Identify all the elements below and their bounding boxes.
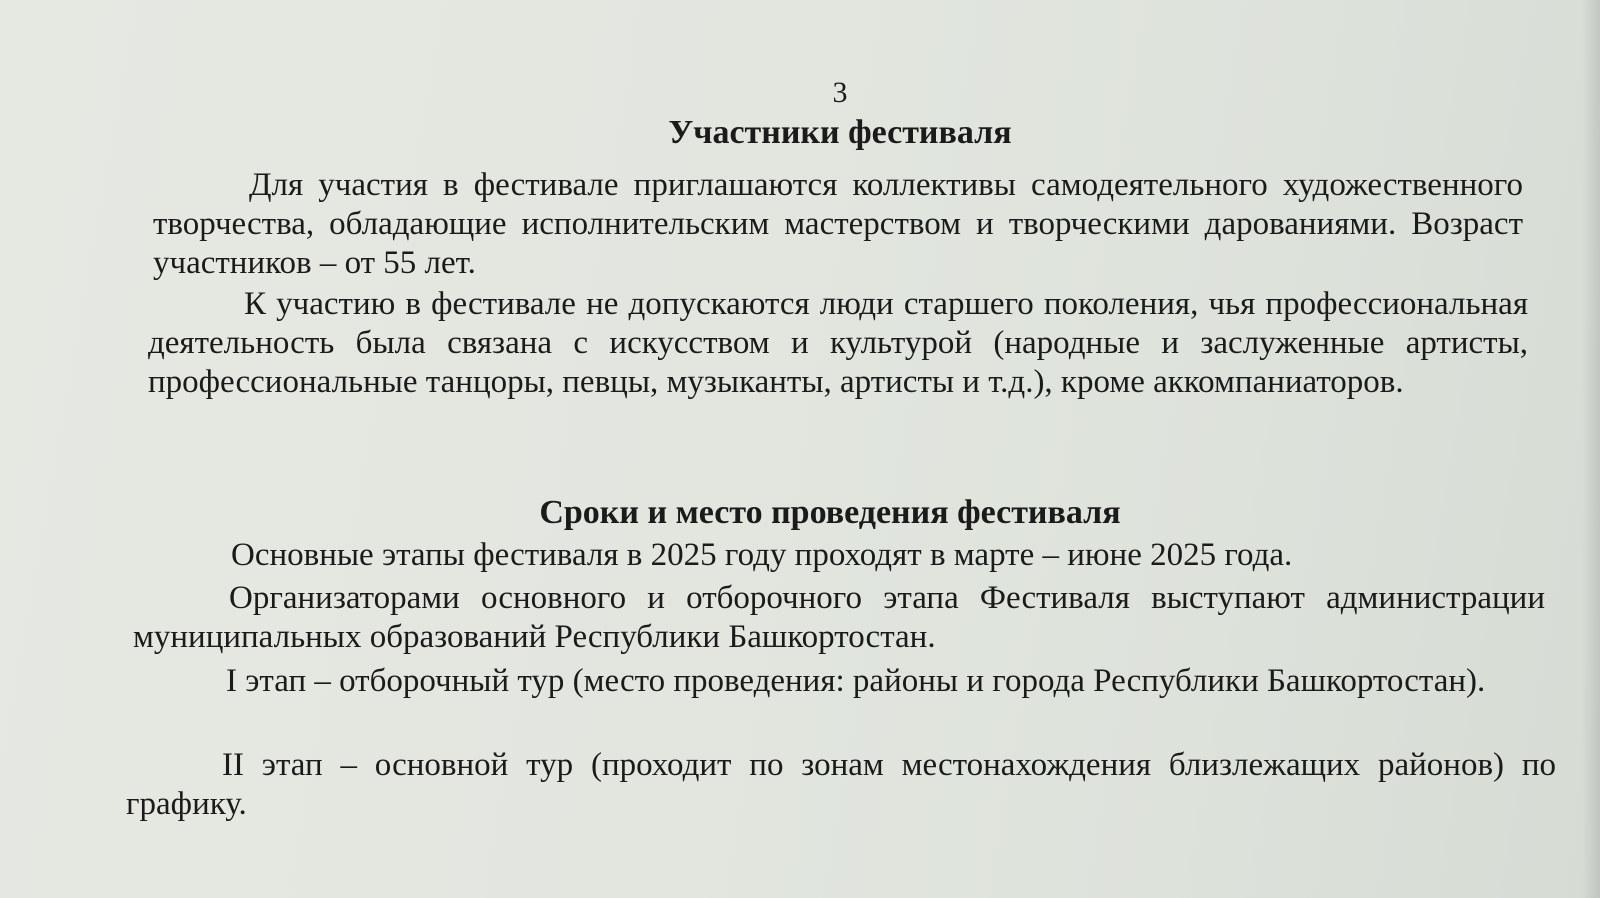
paragraph-stage-one: I этап – отборочный тур (место проведения: районы и города Республики Башкортостан). [226, 663, 1486, 699]
paragraph-exclusions: К участию в фестивале не допускаются люди старшего поколения, чья профессиональная деятельность была связана с искусством и культурой (народные и заслуженные артисты, профессиональные танцоры, певцы, музыканты, артисты и т.д.), кроме аккомпаниаторов. [148, 286, 1528, 400]
paragraph-main-stages: Основные этапы фестиваля в 2025 году проходят в марте – июне 2025 года. [231, 537, 1293, 573]
paragraph-stage-two: II этап – основной тур (проходит по зонам местонахождения близлежащих районов) по графику. [126, 747, 1556, 822]
paragraph-participation: Для участия в фестивале приглашаются коллективы самодеятельного художественного творчества, обладающие исполнительским мастерством и творческими дарованиями. Возраст участников – от 55 лет. [153, 167, 1523, 281]
section-heading-dates-place: Сроки и место проведения фестиваля [539, 494, 1121, 531]
page-edge-shadow [1582, 0, 1600, 898]
page-number: 3 [832, 76, 848, 109]
section-heading-participants: Участники фестиваля [668, 114, 1012, 151]
paragraph-organizers: Организаторами основного и отборочного этапа Фестиваля выступают администрации муниципальных образований Республики Башкортостан. [133, 580, 1545, 655]
